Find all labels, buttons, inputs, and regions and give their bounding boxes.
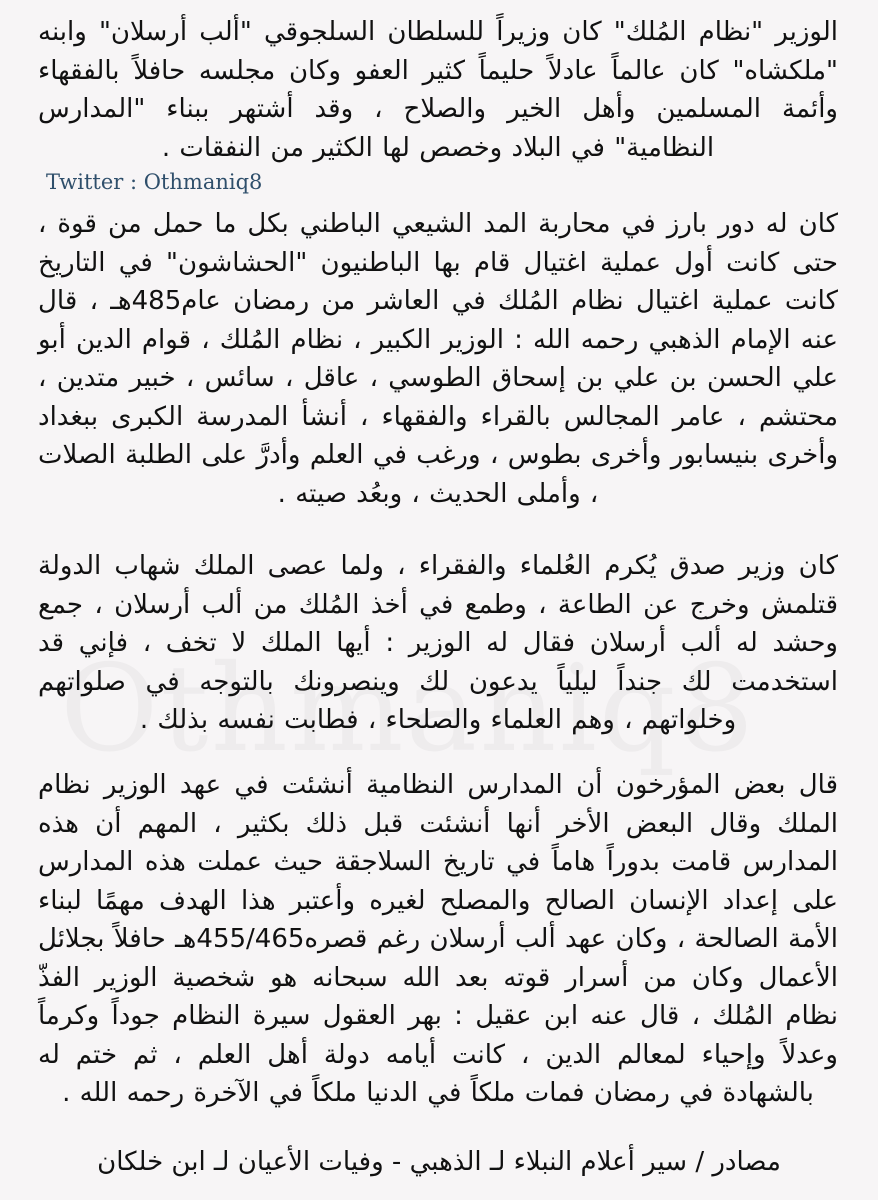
paragraph-intro: الوزير "نظام المُلك" كان وزيراً للسلطان السلجوقي "ألب أرسلان" وابنه "ملكشاه" كان عالماً عادلاً حليماً كثير العفو وكان مجلسه حافلاً بالفقهاء وأئمة المسلمين وأهل الخير والصلاح ، وقد أشتهر ببناء "المدارس النظامية" في البلاد وخصص لها الكثير من النفقات . — [38, 17, 838, 163]
paragraph-assassination: كان له دور بارز في محاربة المد الشيعي الباطني بكل ما حمل من قوة ، حتى كانت أول عملية اغتيال قام بها الباطنيون "الحشاشون" في التاريخ كانت عملية اغتيال نظام المُلك في العاشر من رمضان عام485هـ ، قال عنه الإمام الذهبي رحمه الله : الوزير الكبير ، نظام المُلك ، قوام الدين أبو علي الحسن بن علي بن إسحاق الطوسي ، عاقل ، سائس ، خبير متدين ، محتشم ، عامر المجالس بالقراء والفقهاء ، أنشأ المدرسة الكبرى ببغداد وأخرى بنيسابور وأخرى بطوس ، ورغب في العلم وأدرَّ على الطلبة الصلات ، وأملى الحديث ، وبعُد صيته . — [38, 209, 838, 509]
paragraph-vizier-virtue: كان وزير صدق يُكرم العُلماء والفقراء ، ولما عصى الملك شهاب الدولة قتلمش وخرج عن الطاعة ، وطمع في أخذ المُلك من ألب أرسلان ، جمع وحشد له ألب أرسلان فقال له الوزير : أيها الملك لا تخف ، فإني قد استخدمت لك جنداً ليلياً يدعون لك وينصرونك بالتوجه في صلواتهم وخلواتهم ، وهم العلماء والصلحاء ، فطابت نفسه بذلك . — [38, 551, 838, 735]
paragraph-nizamiyya-schools: قال بعض المؤرخون أن المدارس النظامية أنشئت في عهد الوزير نظام الملك وقال البعض الأخر أنها أنشئت قبل ذلك بكثير ، المهم أن هذه المدارس قامت بدوراً هاماً في تاريخ السلاجقة حيث عملت هذه المدارس على إعداد الإنسان الصالح والمصلح لغيره وأعتبر هذا الهدف مهمًا لبناء الأمة الصالحة ، وكان عهد ألب أرسلان رغم قصره455/465هـ حافلاً بجلائل الأعمال وكان من أسرار قوته بعد الله سبحانه هو شخصية الوزير الفذّ نظام المُلك ، قال عنه ابن عقيل : بهر العقول سيرة النظام جوداً وكرماً وعدلاً وإحياء لمعالم الدين ، كانت أيامه دولة أهل العلم ، ثم ختم له بالشهادة في رمضان فمات ملكاً في الدنيا ملكاً في الآخرة رحمه الله . — [38, 770, 838, 1108]
twitter-handle: Twitter : Othmaniq8 — [46, 170, 263, 194]
sources-line: مصادر / سير أعلام النبلاء لـ الذهبي - وفيات الأعيان لـ ابن خلكان — [97, 1147, 781, 1177]
